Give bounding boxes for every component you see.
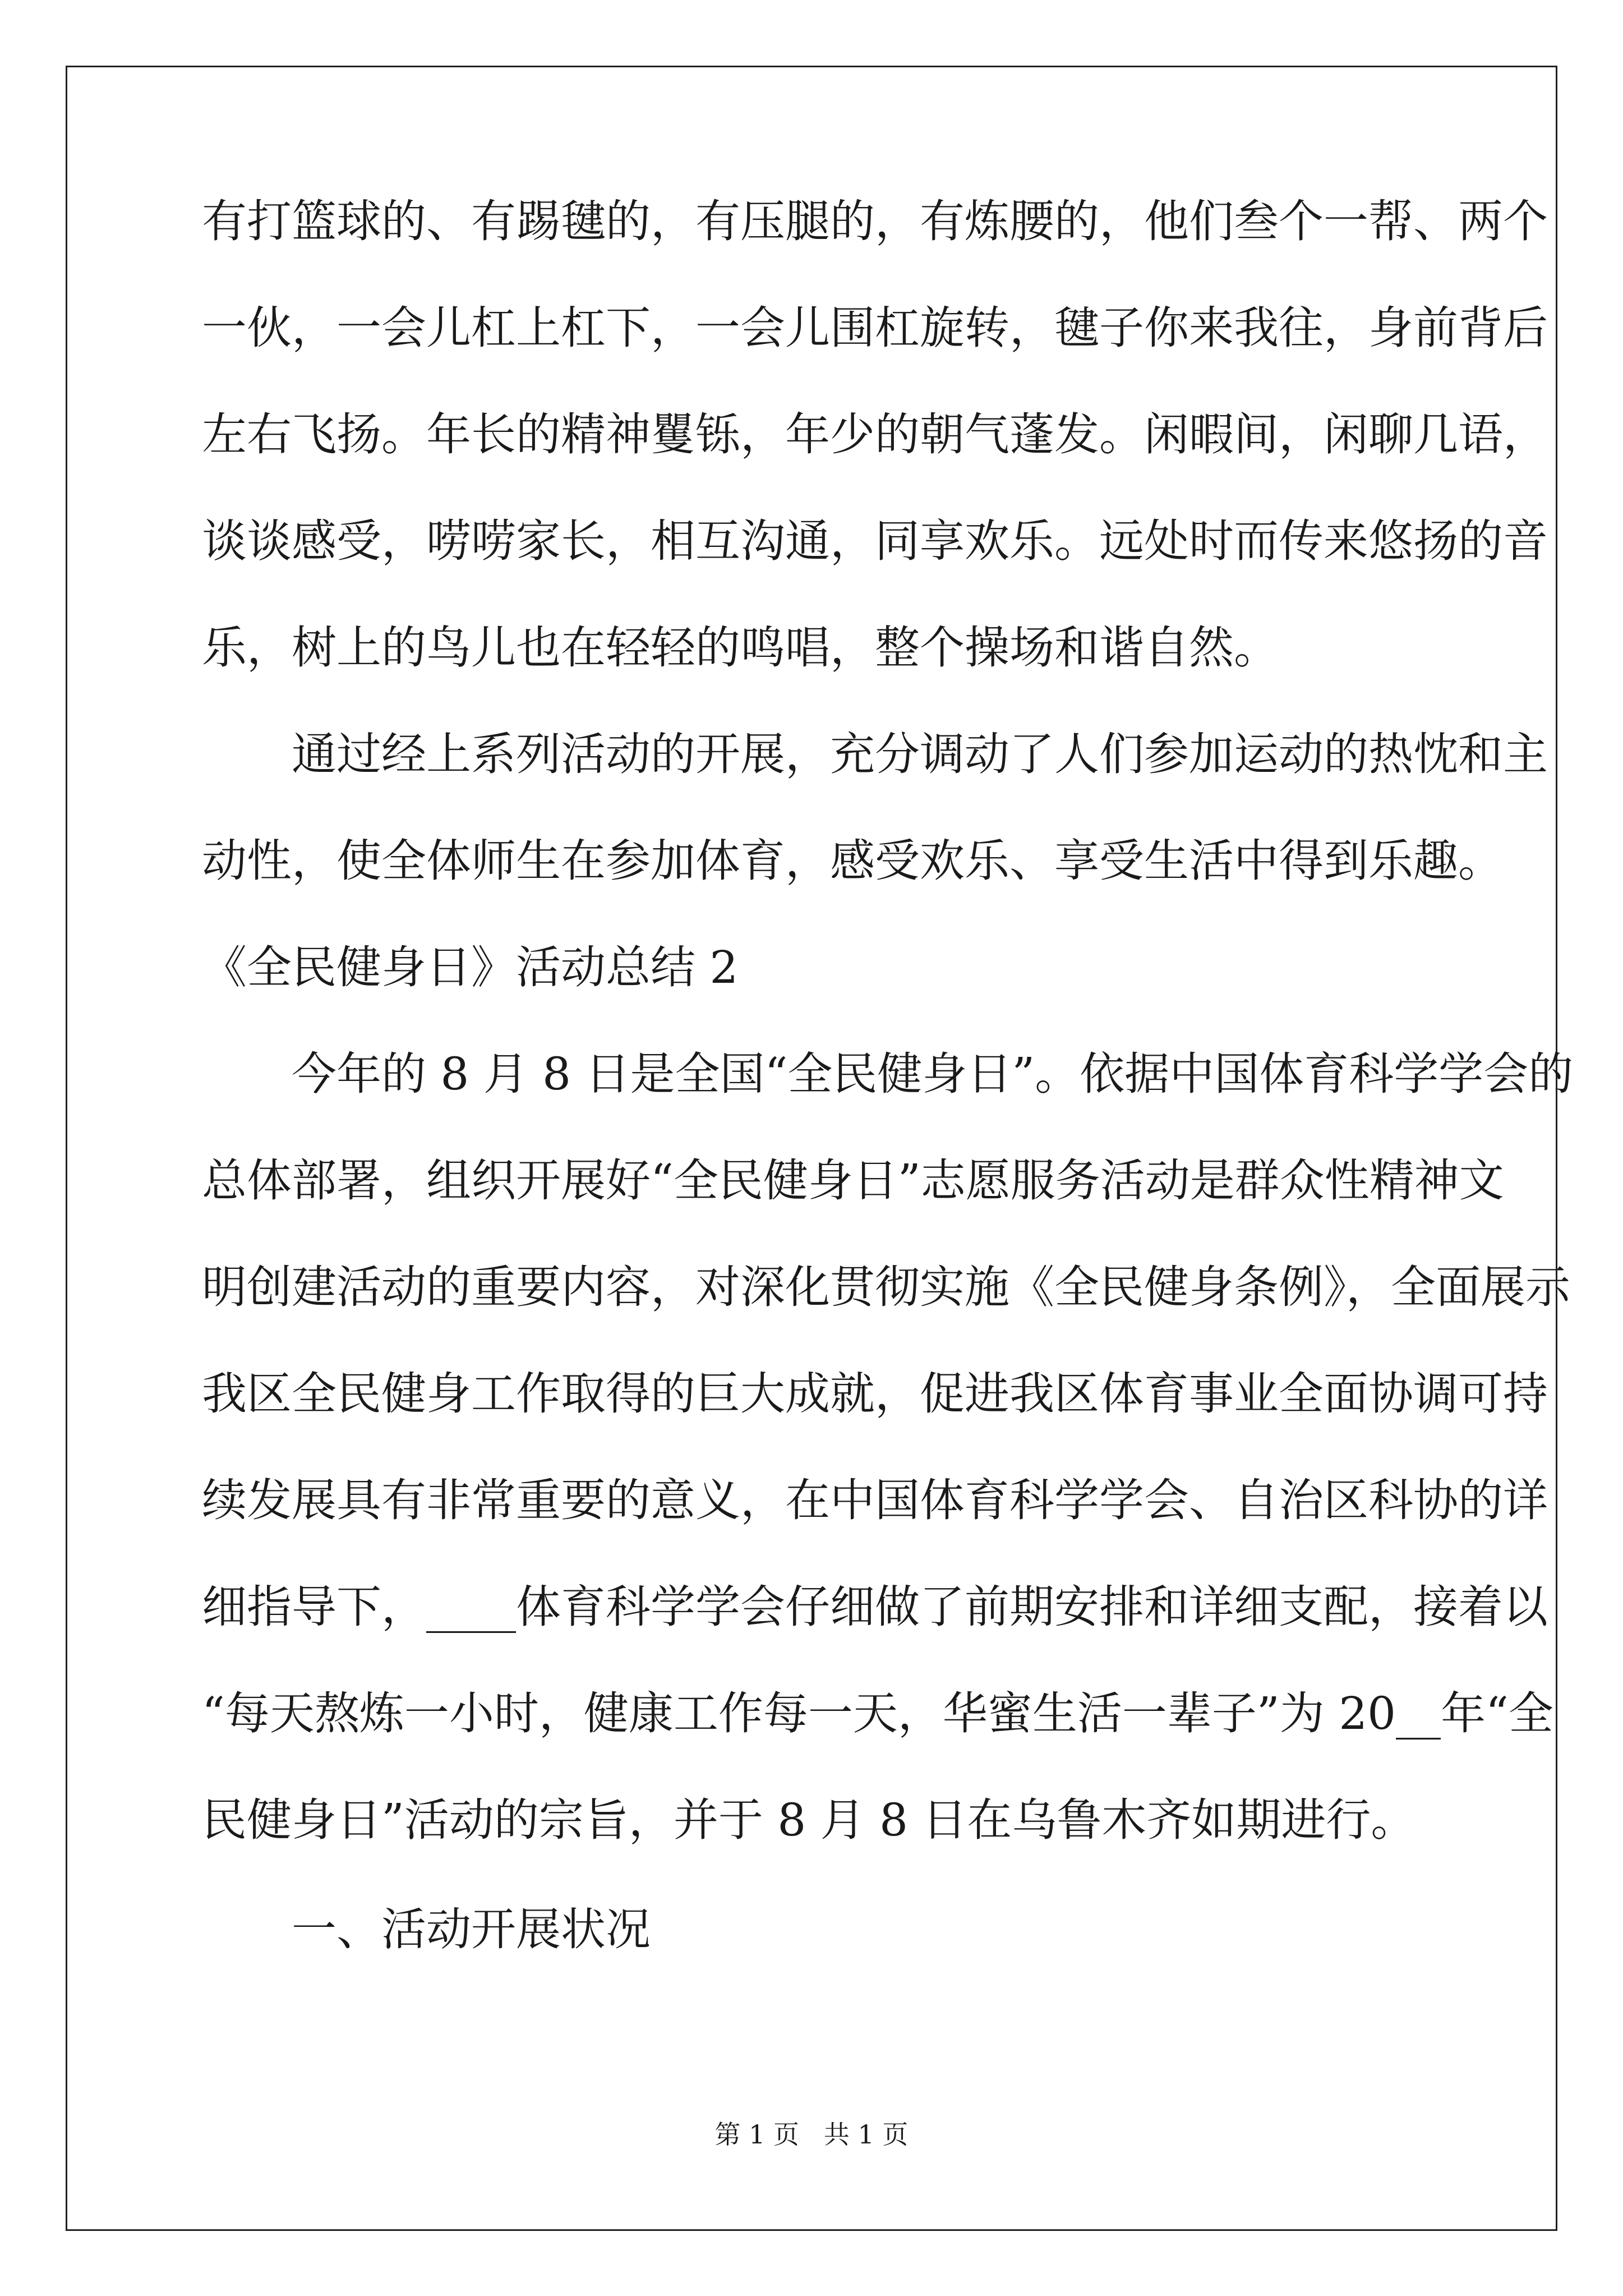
paragraph-line: 一伙，一会儿杠上杠下，一会儿围杠旋转，毽子你来我往，身前背后 [202, 302, 1548, 354]
paragraph-line: 通过经上系列活动的开展，充分调动了人们参加运动的热忱和主 [292, 728, 1548, 780]
paragraph-line: 我区全民健身工作取得的巨大成就，促进我区体育事业全面协调可持 [202, 1368, 1548, 1420]
paragraph-line: 明创建活动的重要内容，对深化贯彻实施《全民健身条例》，全面展示 [202, 1261, 1570, 1313]
paragraph-line: 谈谈感受，唠唠家长，相互沟通，同享欢乐。远处时而传来悠扬的音 [202, 515, 1548, 567]
paragraph-line: 动性，使全体师生在参加体育，感受欢乐、享受生活中得到乐趣。 [202, 835, 1503, 887]
paragraph-line: “每天熬炼一小时，健康工作每一天，华蜜生活一辈子”为 20__年“全 [202, 1687, 1553, 1740]
section-title: 《全民健身日》活动总结 2 [202, 941, 739, 993]
paragraph-line: 乐，树上的鸟儿也在轻轻的鸣唱，整个操场和谐自然。 [202, 622, 1279, 674]
subheading: 一、活动开展状况 [292, 1903, 651, 1955]
paragraph-line: 左右飞扬。年长的精神矍铄，年少的朝气蓬发。闲暇间，闲聊几语， [202, 408, 1548, 461]
paragraph-line: 续发展具有非常重要的意义，在中国体育科学学会、自治区科协的详 [202, 1474, 1548, 1526]
paragraph-line: 有打篮球的、有踢毽的，有压腿的，有炼腰的，他们叁个一帮、两个 [202, 195, 1548, 247]
page-footer: 第 1 页 共 1 页 [714, 2119, 909, 2150]
paragraph-line: 总体部署，组织开展好“全民健身日”志愿服务活动是群众性精神文 [202, 1154, 1504, 1207]
paragraph-line: 民健身日”活动的宗旨，并于 8 月 8 日在乌鲁木齐如期进行。 [202, 1794, 1416, 1846]
paragraph-line: 今年的 8 月 8 日是全国“全民健身日”。依据中国体育科学学会的 [292, 1048, 1574, 1100]
paragraph-line: 细指导下，____体育科学学会仔细做了前期安排和详细支配，接着以 [202, 1581, 1548, 1633]
